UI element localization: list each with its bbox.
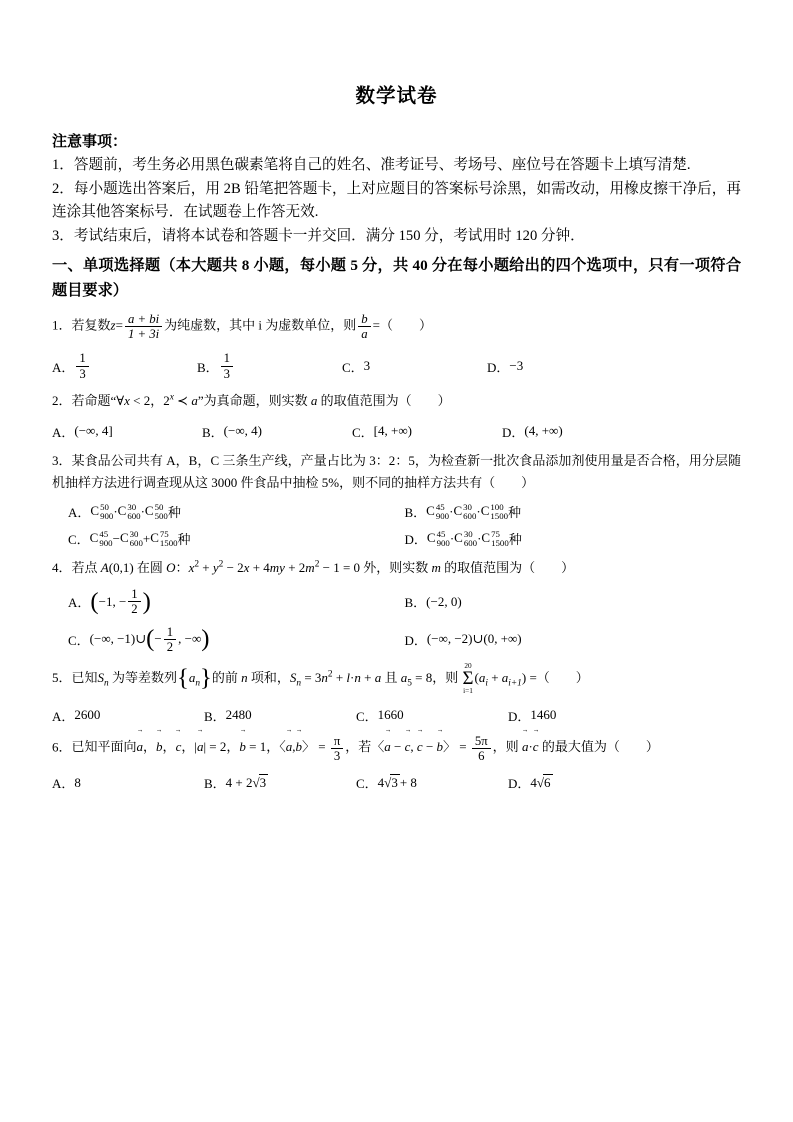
combination-term: C 100 1500: [480, 501, 509, 521]
question-3-options-row-2: [52, 529, 741, 548]
notice-heading: 注意事项：: [52, 134, 128, 150]
question-4-options-row-1: [52, 587, 741, 617]
option-4-D[interactable]: D． (−∞, −2)∪(0, +∞): [404, 631, 522, 648]
question-6: [52, 734, 741, 764]
question-4: [52, 557, 741, 579]
question-2-stem: 若命题“∀x < 2，2$^x$ ≺ a”为真命题，则实数 a 的取值范围为（ ）: [71, 392, 451, 408]
question-1: [52, 312, 741, 342]
question-3-options-row-1: [52, 502, 741, 521]
combination-term: C 75 1500: [150, 528, 178, 548]
question-1-fraction-2: $\frac{b}{a}$: [358, 312, 370, 342]
option-5-B[interactable]: B． 2480: [204, 707, 252, 724]
question-1-fraction: $\frac{a + bi}{1 + 3i}$: [125, 312, 162, 342]
option-6-A[interactable]: A． 8: [52, 774, 81, 792]
combination-term: C 30 600: [453, 501, 477, 521]
combination-term: C 30 600: [117, 501, 141, 521]
combination-term: C 30 600: [454, 528, 478, 548]
combination-term: C 75 1500: [481, 528, 509, 548]
option-3-A[interactable]: A． C 50 900 · C 30 600 · C 50 500 种: [68, 501, 181, 521]
combination-term: C 45 900: [426, 501, 450, 521]
combination-term: C 30 600: [119, 528, 143, 548]
option-1-A[interactable]: A． $\frac{1}{3}$: [52, 351, 197, 381]
question-1-text-a: 若复数: [71, 317, 111, 333]
option-1-C[interactable]: C． 3: [342, 358, 371, 375]
question-5-options: [52, 706, 741, 725]
section-heading-choice: 一、单项选择题（本大题共 8 小题，每小题 5 分，共 40 分在每小题给出的四个选项中，只有一项符合题目要求）: [52, 257, 741, 299]
question-1-options: [52, 351, 741, 381]
question-2: [52, 390, 741, 412]
option-5-A[interactable]: A． 2600: [52, 707, 101, 724]
option-1-B[interactable]: B． $\frac{1}{3}$: [197, 351, 342, 381]
combination-term: C 45 900: [426, 528, 450, 548]
option-4-C[interactable]: C． (−∞, −1)∪ ( − $\frac{1}{2}$ , −∞ ): [68, 624, 210, 654]
question-1-text-c: =（ ）: [372, 317, 433, 333]
option-2-D[interactable]: D． (4, +∞): [502, 423, 563, 440]
option-3-C[interactable]: C． C 45 900 − C 30 600 + C 75 1500 种: [68, 528, 191, 548]
option-5-D[interactable]: D． 1460: [508, 707, 557, 724]
question-1-number: 1．: [52, 317, 72, 333]
option-6-C[interactable]: C． 4 √ 3 + 8: [356, 774, 417, 792]
question-6-options: [52, 773, 741, 792]
question-5: [52, 663, 741, 695]
question-4-number: 4．: [52, 560, 72, 576]
option-3-B[interactable]: B． C 45 900 · C 30 600 · C 100 1500 种: [404, 501, 522, 521]
option-6-D[interactable]: D． 4 √ 6: [508, 774, 551, 792]
combination-term: C 50 500: [144, 501, 168, 521]
option-2-B[interactable]: B． (−∞, 4): [202, 423, 262, 440]
question-5-stem: 已知$S_n$ 为等差数列$\{a_n\}$的前 n 项和，$S_n = 3n^2 + l\cdot n + a$ 且 $a_5 = 8$，则 20 Σ i=1 $(a_i + a_{i+1})$ =（ ）: [71, 662, 589, 696]
question-3-stem: 某食品公司共有 A，B，C 三条生产线，产量占比为 3：2：5，为检查新一批次食品添加剂使用量是否合格，用分层随机抽样方法进行调查现从这 3000 件食品中抽检 5%，则不同的抽样方法共有（ ）: [52, 452, 741, 490]
option-4-A[interactable]: A． ( −1, − $\frac{1}{2}$ ): [68, 587, 151, 617]
option-1-D[interactable]: D． −3: [487, 358, 524, 375]
option-2-A[interactable]: A． (−∞, 4]: [52, 423, 113, 440]
option-6-B[interactable]: B． 4 + 2 √ 3: [204, 774, 267, 792]
option-3-D[interactable]: D． C 45 900 · C 30 600 · C 75 1500 种: [404, 528, 522, 548]
question-4-stem: 若点 A(0,1) 在圆 O：$x^2 + y^2 - 2x + 4my + 2m^2 - 1 = 0$ 外，则实数 m 的取值范围为（ ）: [71, 559, 575, 576]
question-2-number: 2．: [52, 392, 72, 408]
notice-item-3: 3．考试结束后，请将本试卷和答题卡一并交回．满分 150 分，考试用时 120 分钟．: [52, 228, 585, 245]
question-6-stem: 已知平面向→ a，→ b，→ c，|→ a| = 2，→ b = 1，〈→ a,→ b〉 = $\frac{\pi}{3}$ ，若〈→ a − → c, → c − → b〉 = $\frac{5\pi}{6}$ ，则 → a·→ c 的最大值为（ ）: [72, 739, 659, 754]
combination-term: C 45 900: [89, 528, 113, 548]
option-4-B[interactable]: B． (−2, 0): [404, 593, 462, 611]
option-2-C[interactable]: C． [4, +∞): [352, 423, 412, 440]
question-6-number: 6．: [52, 739, 72, 755]
option-5-C[interactable]: C． 1660: [356, 707, 404, 724]
question-1-var-z: z: [110, 317, 116, 333]
notice-item-1: 1．答题前，考生务必用黑色碳素笔将自己的姓名、准考证号、考场号、座位号在答题卡上填写清楚.: [52, 157, 691, 173]
question-1-text-b: 为纯虚数，其中 i 为虚数单位，则: [164, 317, 357, 333]
question-3: [52, 450, 741, 494]
question-2-options: [52, 422, 741, 441]
combination-term: C 50 900: [90, 501, 114, 521]
question-5-number: 5．: [52, 670, 72, 686]
question-1-eq: =: [115, 317, 123, 333]
question-4-options-row-2: [52, 625, 741, 655]
page-title: 数学试卷: [355, 86, 438, 107]
notice-item-2: 2．每小题选出答案后，用 2B 铅笔把答题卡，上对应题目的答案标号涂黑，如需改动，用橡皮擦干净后，再连涂其他答案标号．在试题卷上作答无效.: [52, 181, 741, 221]
question-3-number: 3．: [52, 452, 72, 468]
